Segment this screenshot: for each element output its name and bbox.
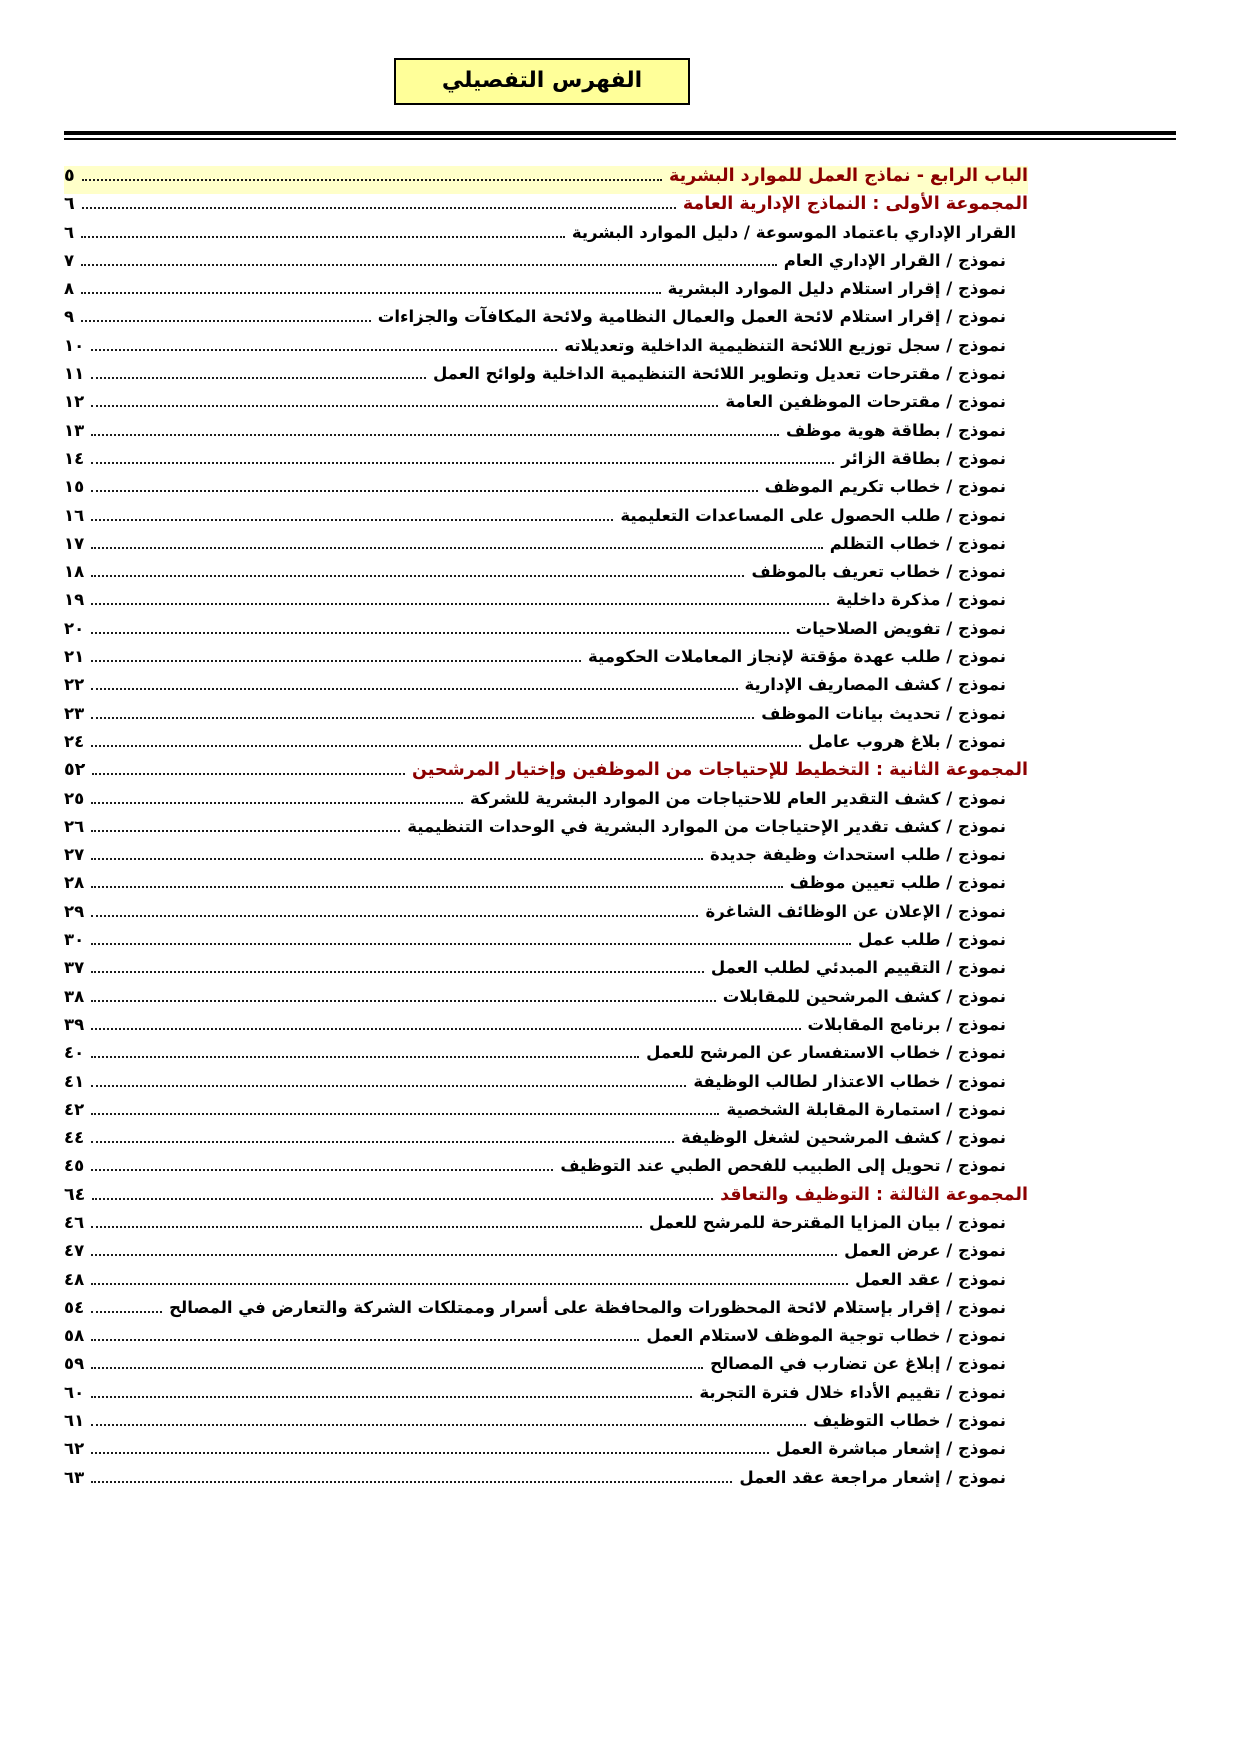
toc-entry-page: ٤٠: [64, 1043, 85, 1063]
toc-entry-page: ٢٦: [64, 816, 85, 836]
toc-entry-text: نموذج / كشف تقدير الإحتياجات من الموارد البشرية في الوحدات التنظيمية: [407, 816, 1006, 836]
toc-entry-page: ٥٨: [64, 1326, 85, 1346]
dotted-leader: [81, 320, 371, 322]
toc-entry-page: ١٤: [64, 448, 85, 468]
toc-entry: [64, 732, 1006, 760]
dotted-leader: [81, 236, 565, 238]
toc-entry-page: ٨: [64, 279, 75, 299]
toc-entry: [64, 1411, 1006, 1439]
dotted-leader: [91, 1000, 716, 1002]
dotted-leader: [91, 717, 754, 719]
dotted-leader: [91, 915, 698, 917]
toc-entry-page: ١٢: [64, 392, 85, 412]
dotted-leader: [91, 1367, 703, 1369]
dotted-leader: [91, 1452, 769, 1454]
toc-entry: [64, 817, 1006, 845]
toc-entry-text: نموذج / كشف المرشحين للمقابلات: [722, 986, 1006, 1006]
toc-entry: [64, 647, 1006, 675]
dotted-leader: [91, 1113, 719, 1115]
toc-entry-page: ٣٧: [64, 958, 85, 978]
toc-entry-text: نموذج / بطاقة الزائر: [841, 448, 1006, 468]
toc-entry-text: نموذج / طلب الحصول على المساعدات التعليمية: [620, 505, 1006, 525]
toc-entry-page: ٢٨: [64, 873, 85, 893]
toc-entry: [64, 704, 1006, 732]
toc-entry: [64, 449, 1006, 477]
toc-entry-text: نموذج / تقييم الأداء خلال فترة التجربة: [699, 1382, 1006, 1402]
page-title: الفهرس التفصيلي: [441, 68, 643, 93]
toc-entry-page: ٤٥: [64, 1156, 85, 1176]
toc-entry-page: ٤٢: [64, 1099, 85, 1119]
dotted-leader: [92, 773, 405, 775]
toc-entry-page: ٦: [64, 194, 75, 215]
toc-entry-text: نموذج / طلب عهدة مؤقتة لإنجاز المعاملات الحكومية: [588, 647, 1006, 667]
toc-entry-page: ٣٠: [64, 930, 85, 950]
toc-entry-page: ٢٩: [64, 901, 85, 921]
toc-entry: [64, 1128, 1006, 1156]
toc-entry-page: ١٥: [64, 477, 85, 497]
toc-entry-text: نموذج / كشف المرشحين لشغل الوظيفة: [680, 1128, 1006, 1148]
toc-entry-page: ٦١: [64, 1411, 85, 1431]
toc-entry: [64, 166, 1028, 194]
toc-entry-text: نموذج / مقترحات الموظفين العامة: [725, 392, 1006, 412]
dotted-leader: [82, 179, 662, 181]
toc-entry: [64, 1439, 1006, 1467]
toc-entry-text: نموذج / التقييم المبدئي لطلب العمل: [710, 958, 1006, 978]
toc-entry: [64, 364, 1006, 392]
toc-entry-text: نموذج / الإعلان عن الوظائف الشاغرة: [705, 901, 1006, 921]
dotted-leader: [91, 1056, 639, 1058]
toc-entry-text: نموذج / خطاب الاستفسار عن المرشح للعمل: [646, 1043, 1006, 1063]
toc-entry-page: ١٨: [64, 562, 85, 582]
toc-entry-page: ٦٤: [64, 1184, 86, 1205]
dotted-leader: [91, 660, 581, 662]
dotted-leader: [91, 1481, 732, 1483]
toc-entry-page: ٥٤: [64, 1297, 85, 1317]
toc-entry-text: نموذج / إقرار بإستلام لائحة المحظورات والمحافظة على أسرار وممتلكات الشركة والتعارض في المصالح: [169, 1297, 1006, 1317]
toc-entry-text: نموذج / إقرار استلام دليل الموارد البشرية: [667, 279, 1006, 299]
toc-entry: [64, 223, 1016, 251]
toc-entry: [64, 958, 1006, 986]
toc-entry: [64, 675, 1006, 703]
dotted-leader: [91, 434, 779, 436]
dotted-leader: [91, 632, 788, 634]
dotted-leader: [91, 1141, 674, 1143]
toc-entry: [64, 421, 1006, 449]
toc-entry: [64, 1383, 1006, 1411]
toc-entry-page: ٥: [64, 166, 75, 186]
toc-entry: [64, 1043, 1006, 1071]
dotted-leader: [91, 1085, 686, 1087]
dotted-leader: [91, 349, 557, 351]
toc-entry-page: ٢٣: [64, 703, 85, 723]
toc-entry-page: ٥٢: [64, 760, 86, 781]
dotted-leader: [91, 1028, 800, 1030]
toc-entry: [64, 392, 1006, 420]
toc-entry-text: نموذج / بلاغ هروب عامل: [808, 731, 1006, 751]
toc-entry-text: نموذج / خطاب الاعتذار لطالب الوظيفة: [693, 1071, 1006, 1091]
toc-entry-page: ٦: [64, 222, 75, 242]
toc-entry-page: ١٣: [64, 420, 85, 440]
dotted-leader: [81, 264, 777, 266]
dotted-leader: [82, 207, 676, 209]
toc-entry: [64, 619, 1006, 647]
toc-entry-text: القرار الإداري باعتماد الموسوعة / دليل الموارد البشرية: [571, 222, 1016, 242]
toc-entry: [64, 760, 1028, 788]
toc-entry-text: نموذج / خطاب توجية الموظف لاستلام العمل: [646, 1326, 1006, 1346]
toc-entry: [64, 1100, 1006, 1128]
toc-entry-text: نموذج / إشعار مراجعة عقد العمل: [739, 1467, 1006, 1487]
dotted-leader: [91, 830, 400, 832]
dotted-leader: [91, 405, 718, 407]
toc-entry: [64, 1354, 1006, 1382]
toc-entry-page: ٢١: [64, 647, 85, 667]
toc-entry: [64, 789, 1006, 817]
toc-entry-page: ٢٥: [64, 788, 85, 808]
dotted-leader: [91, 1339, 639, 1341]
toc-entry-text: نموذج / بطاقة هوية موظف: [786, 420, 1006, 440]
toc-entry-text: نموذج / بيان المزايا المقترحة للمرشح للعمل: [649, 1212, 1006, 1232]
toc-entry-text: نموذج / عرض العمل: [844, 1241, 1006, 1261]
toc-entry-page: ٢٤: [64, 731, 85, 751]
dotted-leader: [91, 1226, 642, 1228]
toc-entry-text: نموذج / طلب عمل: [857, 930, 1006, 950]
toc-entry-page: ١٩: [64, 590, 85, 610]
toc-entry-page: ٤١: [64, 1071, 85, 1091]
toc-entry-text: نموذج / كشف المصاريف الإدارية: [744, 675, 1006, 695]
dotted-leader: [91, 971, 704, 973]
toc-list: [64, 166, 1176, 1496]
toc-entry-page: ١٧: [64, 533, 85, 553]
toc-entry-text: نموذج / تحديث بيانات الموظف: [761, 703, 1006, 723]
toc-entry-text: نموذج / إقرار استلام لائحة العمل والعمال النظامية ولائحة المكافآت والجزاءات: [377, 307, 1006, 327]
toc-entry-page: ٢٧: [64, 845, 85, 865]
toc-entry-text: نموذج / سجل توزيع اللائحة التنظيمية الداخلية وتعديلاته: [564, 335, 1006, 355]
toc-entry: [64, 336, 1006, 364]
toc-entry-page: ٤٧: [64, 1241, 85, 1261]
toc-entry: [64, 873, 1006, 901]
toc-entry: [64, 477, 1006, 505]
divider-rule: [64, 131, 1176, 140]
toc-entry-text: المجموعة الأولى : النماذج الإدارية العامة: [682, 194, 1028, 215]
toc-entry-page: ٦٣: [64, 1467, 85, 1487]
dotted-leader: [91, 1396, 692, 1398]
dotted-leader: [91, 377, 426, 379]
dotted-leader: [91, 688, 737, 690]
toc-entry-page: ٣٨: [64, 986, 85, 1006]
dotted-leader: [91, 462, 834, 464]
dotted-leader: [91, 519, 613, 521]
toc-entry: [64, 251, 1006, 279]
toc-entry-page: ٢٠: [64, 618, 85, 638]
dotted-leader: [91, 1254, 837, 1256]
dotted-leader: [91, 575, 744, 577]
dotted-leader: [91, 1283, 848, 1285]
toc-entry-text: الباب الرابع - نماذج العمل للموارد البشرية: [669, 166, 1028, 186]
toc-entry-text: نموذج / إبلاغ عن تضارب في المصالح: [710, 1354, 1006, 1374]
toc-entry: [64, 1468, 1006, 1496]
toc-entry-text: نموذج / كشف التقدير العام للاحتياجات من الموارد البشرية للشركة: [470, 788, 1006, 808]
toc-entry-page: ١٠: [64, 335, 85, 355]
toc-entry-text: نموذج / عقد العمل: [855, 1269, 1006, 1289]
toc-entry-text: نموذج / استمارة المقابلة الشخصية: [726, 1099, 1006, 1119]
toc-entry-text: نموذج / طلب تعيين موظف: [789, 873, 1006, 893]
dotted-leader: [91, 1311, 162, 1313]
toc-entry-text: نموذج / خطاب التوظيف: [813, 1411, 1006, 1431]
dotted-leader: [91, 802, 463, 804]
toc-entry-page: ٤٤: [64, 1128, 85, 1148]
toc-entry: [64, 930, 1006, 958]
dotted-leader: [91, 603, 829, 605]
dotted-leader: [91, 547, 823, 549]
dotted-leader: [91, 886, 783, 888]
toc-entry: [64, 194, 1028, 222]
toc-entry-page: ١٦: [64, 505, 85, 525]
toc-entry-page: ٦٢: [64, 1439, 85, 1459]
toc-entry-text: المجموعة الثانية : التخطيط للإحتياجات من الموظفين وإختيار المرشحين: [411, 760, 1028, 781]
toc-entry: [64, 590, 1006, 618]
toc-entry-page: ٦٠: [64, 1382, 85, 1402]
toc-entry-page: ٥٩: [64, 1354, 85, 1374]
dotted-leader: [92, 1198, 713, 1200]
toc-entry-page: ٢٢: [64, 675, 85, 695]
toc-entry: [64, 534, 1006, 562]
toc-entry: [64, 845, 1006, 873]
toc-entry-text: نموذج / تحويل إلى الطبيب للفحص الطبي عند التوظيف: [560, 1156, 1006, 1176]
toc-entry-page: ٣٩: [64, 1014, 85, 1034]
dotted-leader: [81, 292, 661, 294]
toc-entry: [64, 1241, 1006, 1269]
toc-entry-page: ٤٦: [64, 1212, 85, 1232]
toc-entry: [64, 506, 1006, 534]
toc-entry: [64, 902, 1006, 930]
dotted-leader: [91, 745, 801, 747]
toc-entry-text: نموذج / القرار الإداري العام: [783, 250, 1006, 270]
toc-entry-text: المجموعة الثالثة : التوظيف والتعاقد: [720, 1184, 1028, 1205]
dotted-leader: [91, 1424, 806, 1426]
toc-entry-text: نموذج / خطاب التظلم: [829, 533, 1006, 553]
toc-entry: [64, 279, 1006, 307]
toc-entry: [64, 987, 1006, 1015]
toc-entry: [64, 1156, 1006, 1184]
toc-entry-text: نموذج / خطاب تعريف بالموظف: [751, 562, 1006, 582]
dotted-leader: [91, 858, 703, 860]
toc-entry: [64, 1185, 1028, 1213]
toc-entry-text: نموذج / إشعار مباشرة العمل: [775, 1439, 1006, 1459]
page-title-box: [394, 58, 690, 105]
dotted-leader: [91, 1169, 553, 1171]
toc-entry: [64, 1270, 1006, 1298]
toc-entry-text: نموذج / مذكرة داخلية: [835, 590, 1006, 610]
toc-entry: [64, 562, 1006, 590]
toc-entry: [64, 1326, 1006, 1354]
toc-entry-text: نموذج / تفويض الصلاحيات: [795, 618, 1006, 638]
toc-entry-text: نموذج / مقترحات تعديل وتطوير اللائحة التنظيمية الداخلية ولوائح العمل: [432, 364, 1006, 384]
dotted-leader: [91, 943, 851, 945]
toc-entry-text: نموذج / خطاب تكريم الموظف: [764, 477, 1006, 497]
toc-entry-page: ١١: [64, 364, 85, 384]
dotted-leader: [91, 490, 757, 492]
toc-entry: [64, 1213, 1006, 1241]
toc-entry: [64, 1015, 1006, 1043]
toc-entry: [64, 307, 1006, 335]
toc-entry-text: نموذج / طلب استحداث وظيفة جديدة: [709, 845, 1006, 865]
toc-entry-text: نموذج / برنامج المقابلات: [807, 1014, 1006, 1034]
toc-entry: [64, 1072, 1006, 1100]
toc-entry: [64, 1298, 1006, 1326]
toc-entry-page: ٩: [64, 307, 75, 327]
toc-entry-page: ٤٨: [64, 1269, 85, 1289]
toc-entry-page: ٧: [64, 250, 75, 270]
